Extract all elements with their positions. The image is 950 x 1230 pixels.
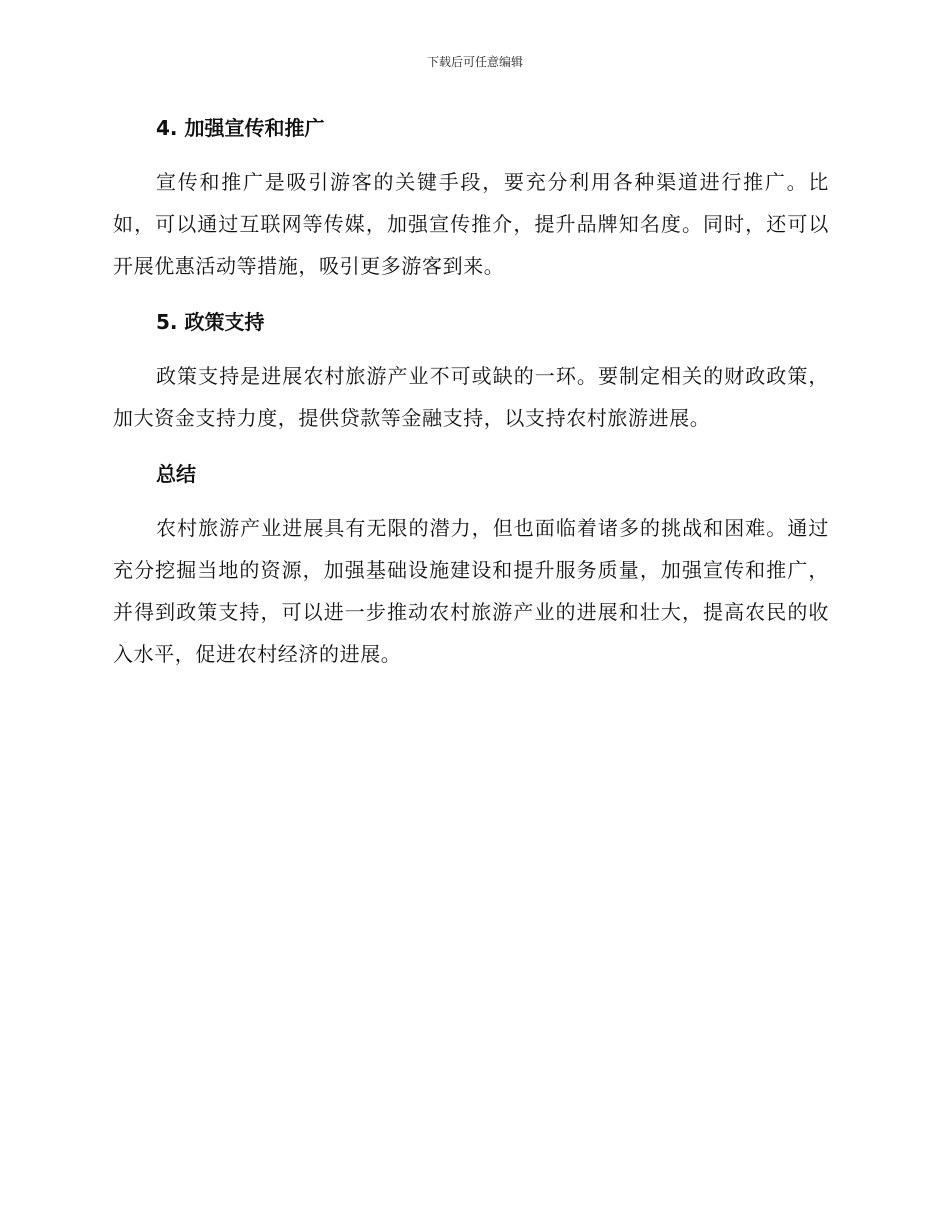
document-body: [113, 108, 829, 675]
spacer: [113, 439, 829, 454]
section-heading-policy: 5. 政策支持: [156, 310, 265, 334]
spacer: [113, 287, 829, 302]
section-heading-summary: 总结: [156, 462, 196, 486]
section-heading-promotion: 4. 加强宣传和推广: [156, 116, 325, 140]
spacer: [113, 494, 829, 507]
section-paragraph-policy: 政策支持是进展农村旅游产业不可或缺的一环。要制定相关的财政政策，加大资金支持力度，提供贷款等金融支持，以支持农村旅游进展。: [113, 364, 829, 430]
page-header-note: 下载后可任意编辑: [426, 55, 523, 69]
section-paragraph-promotion: 宣传和推广是吸引游客的关键手段，要充分利用各种渠道进行推广。比如，可以通过互联网等传媒，加强宣传推介，提升品牌知名度。同时，还可以开展优惠活动等措施，吸引更多游客到来。: [113, 170, 829, 278]
spacer: [113, 148, 829, 161]
spacer: [113, 342, 829, 355]
section-paragraph-summary: 农村旅游产业进展具有无限的潜力，但也面临着诸多的挑战和困难。通过充分挖掘当地的资源，加强基础设施建设和提升服务质量，加强宣传和推广，并得到政策支持，可以进一步推动农村旅游产业的进展和壮大，提高农民的收入水平，促进农村经济的进展。: [113, 516, 829, 666]
